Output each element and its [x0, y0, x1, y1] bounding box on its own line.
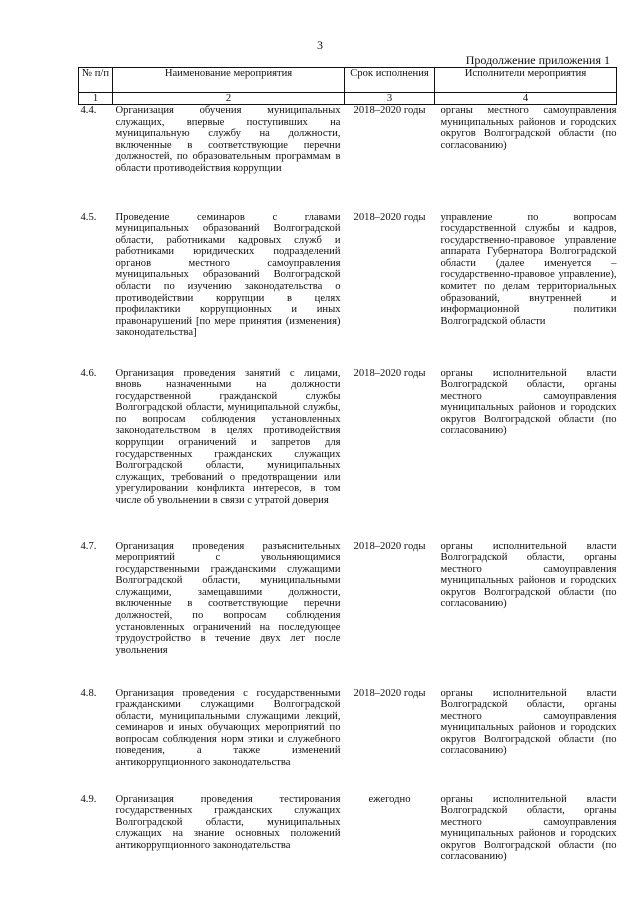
measure-term: ежегодно: [368, 793, 411, 805]
measure-name: Проведение семинаров с главами муниципальных образований Волгоградской области, работниками кадровых служб и работниками юридических подразделений органов местного самоуправления муниципальных образований Волгоградской области по изучению законодательства о противодействии коррупции в целях профилактики коррупционных и иных правонарушений [по мере принятия (изменения) законодательства]: [115, 211, 341, 339]
continuation-note: Продолжение приложения 1: [465, 53, 610, 67]
measure-name: Организация проведения разъяснительных мероприятий с увольняющимися государственными гражданскими служащими Волгоградской области, муниципальными служащими, замещавшими должности, включенные в соответствующие перечни должностей, по вопросам соблюдения установленных ограничений на последующее трудоустройство в течение двух лет после увольнения: [115, 540, 341, 656]
row-number: 4.5.: [80, 211, 97, 223]
measure-executors: органы исполнительной власти Волгоградской области, органы местного самоуправления муниципальных районов и городских округов Волгоградской области (по согласованию): [440, 687, 617, 757]
table-header-row: [79, 68, 617, 93]
header-name: Наименование мероприятия: [113, 68, 345, 93]
measure-executors: органы исполнительной власти Волгоградской области, органы местного самоуправления муниципальных районов и городских округов Волгоградской области (по согласованию): [440, 793, 617, 863]
row-number: 4.4.: [80, 105, 97, 116]
table-row: [79, 688, 617, 794]
measure-term: 2018–2020 годы: [353, 211, 426, 223]
measure-term: 2018–2020 годы: [353, 540, 426, 552]
table-row: [79, 541, 617, 688]
measure-name: Организация проведения занятий с лицами, вновь назначенными на должности государственной гражданской службы Волгоградской области, муниципальной службы, по вопросам соблюдения установленных законодательством в целях противодействия коррупции ограничений и запретов для государственных гражданских служащих Волгоградской области, муниципальных служащих, требований о предотвращении или урегулировании конфликта интересов, в том числе об увольнении в связи с утратой доверия: [115, 367, 341, 507]
row-number: 4.9.: [80, 793, 97, 805]
column-number: 1: [79, 93, 113, 105]
measure-executors: управление по вопросам государственной службы и кадров, государственно-правовое управление аппарата Губернатора Волгоградской области (далее именуется – государственно-правовое управление), комитет по делам территориальных образований, внутренней и информационной политики Волгоградской области: [440, 211, 617, 327]
column-number-row: [79, 93, 617, 105]
header-term: Срок исполнения: [345, 68, 435, 93]
column-number: 4: [435, 93, 617, 105]
measure-term: 2018–2020 годы: [353, 367, 426, 379]
table-row: [79, 794, 617, 864]
row-number: 4.7.: [80, 540, 97, 552]
measure-name: Организация обучения муниципальных служащих, впервые поступивших на муниципальную службу на должности, включенные в соответствующие перечни должностей, по образовательным программам в области противодействия коррупции: [115, 105, 341, 174]
table-row: [79, 212, 617, 368]
table-row: [79, 105, 617, 212]
header-exec: Исполнители мероприятия: [435, 68, 617, 93]
measure-executors: органы исполнительной власти Волгоградской области, органы местного самоуправления муниципальных районов и городских округов Волгоградской области (по согласованию): [440, 540, 617, 610]
column-number: 2: [113, 93, 345, 105]
measure-name: Организация проведения тестирования государственных гражданских служащих Волгоградской области, муниципальных служащих на знание основных положений антикоррупционного законодательства: [115, 793, 341, 851]
measure-executors: органы местного самоуправления муниципальных районов и городских округов Волгоградской области (по согласованию): [440, 105, 617, 151]
page-number: 3: [317, 38, 323, 52]
measure-term: 2018–2020 годы: [353, 687, 426, 699]
row-number: 4.8.: [80, 687, 97, 699]
measures-table: [78, 67, 617, 863]
measure-executors: органы исполнительной власти Волгоградской области, органы местного самоуправления муниципальных районов и городских округов Волгоградской области (по согласованию): [440, 367, 617, 437]
header-num: № п/п: [79, 68, 113, 93]
row-number: 4.6.: [80, 367, 97, 379]
measure-name: Организация проведения с государственными гражданскими служащими Волгоградской области, муниципальными служащими лекций, семинаров и иных обучающих мероприятий по вопросам соблюдения норм этики и служебного поведения, а также изменений антикоррупционного законодательства: [115, 687, 341, 769]
column-number: 3: [345, 93, 435, 105]
measure-term: 2018–2020 годы: [353, 105, 426, 116]
table-row: [79, 368, 617, 541]
